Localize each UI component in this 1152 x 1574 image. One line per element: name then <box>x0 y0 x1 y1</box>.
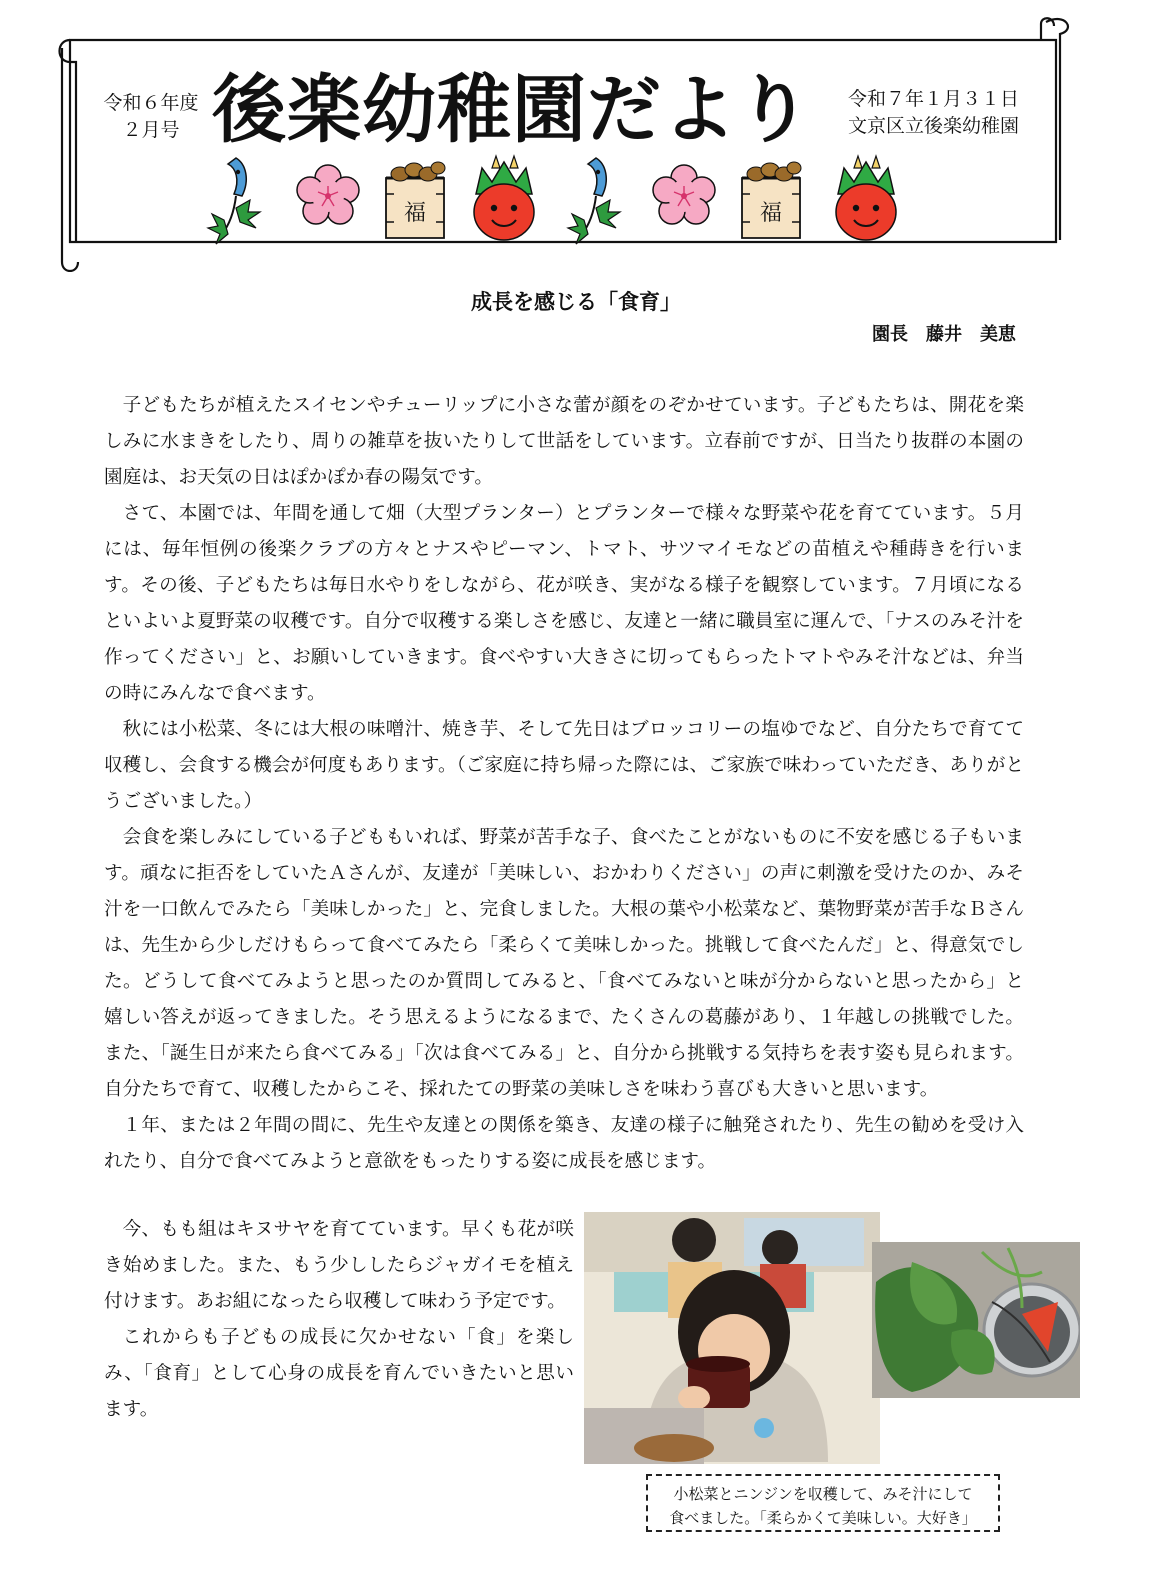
photo-caption <box>646 1474 1000 1532</box>
issue-year: 令和６年度 <box>103 92 199 114</box>
article-paragraph: 子どもたちが植えたスイセンやチューリップに小さな蕾が顔をのぞかせています。子どもたちは、開花を楽しみに水まきをしたり、周りの雑草を抜いたりして世話をしています。立春前ですが、日当たり抜群の本園の園庭は、お天気の日はぽかぽか春の陽気です。 <box>104 395 1024 488</box>
closing-text <box>104 1212 574 1428</box>
article-body <box>104 388 1024 1180</box>
fuku-label: 福 <box>759 201 783 226</box>
caption-line: 小松菜とニンジンを収穫して、みそ汁にして <box>673 1485 973 1503</box>
newsletter-title: 後楽幼稚園だより <box>212 67 812 153</box>
article-paragraph: 今、もも組はキヌサヤを育てています。早くも花が咲き始めました。また、もう少ししたらジャガイモを植え付けます。あお組になったら収穫して味わう予定です。 <box>104 1219 574 1312</box>
article-paragraph: 会食を楽しみにしている子どももいれば、野菜が苦手な子、食べたことがないものに不安を感じる子もいます。頑なに拒否をしていたＡさんが、友達が「美味しい、おかわりください」の声に刺激を受けたのか、みそ汁を一口飲んでみたら「美味しかった」と、完食しました。大根の葉や小松菜など、葉物野菜が苦手なＢさんは、先生から少しだけもらって食べてみたら「柔らくて美味しかった。挑戦して食べたんだ」と、得意気でした。どうして食べてみようと思ったのか質問してみると、「食べてみないと味が分からないと思ったから」と嬉しい答えが返ってきました。そう思えるようになるまで、たくさんの葛藤があり、１年越しの挑戦でした。また、「誕生日が来たら食べてみる」「次は食べてみる」と、自分から挑戦する気持ちを表す姿も見られます。自分たちで育て、収穫したからこそ、採れたての野菜の美味しさを味わう喜びも大きいと思います。 <box>104 827 1024 1100</box>
article-paragraph: 秋には小松菜、冬には大根の味噌汁、焼き芋、そして先日はブロッコリーの塩ゆでなど、自分たちで育てて収穫し、会食する機会が何度もあります。（ご家庭に持ち帰った際には、ご家族で味わっていただき、ありがとうございました。） <box>104 719 1024 812</box>
article-author: 園長 藤井 美恵 <box>872 324 1016 345</box>
article-title: 成長を感じる「食育」 <box>471 290 681 314</box>
caption-line: 食べました。「柔らかくて美味しい。大好き」 <box>669 1509 977 1527</box>
article-paragraph: さて、本園では、年間を通して畑（大型プランター）とプランターで様々な野菜や花を育てています。５月には、毎年恒例の後楽クラブの方々とナスやピーマン、トマト、サツマイモなどの苗植えや種蒔きを行います。その後、子どもたちは毎日水やりをしながら、花が咲き、実がなる様子を観察しています。７月頃になるといよいよ夏野菜の収穫です。自分で収穫する楽しさを感じ、友達と一緒に職員室に運んで、「ナスのみそ汁を作ってください」と、お願いしていきます。食べやすい大きさに切ってもらったトマトやみそ汁などは、弁当の時にみんなで食べます。 <box>104 503 1024 704</box>
publisher-name: 文京区立後楽幼稚園 <box>848 115 1020 137</box>
article-paragraph: １年、または２年間の間に、先生や友達との関係を築き、友達の様子に触発されたり、先生の勧めを受け入れたり、自分で食べてみようと意欲をもったりする姿に成長を感じます。 <box>104 1115 1024 1172</box>
issue-info <box>96 90 206 144</box>
article-paragraph: これからも子どもの成長に欠かせない「食」を楽しみ、「食育」として心身の成長を育んでいきたいと思います。 <box>104 1327 574 1420</box>
setsubun-decorations <box>200 150 920 246</box>
issue-number: ２月号 <box>122 119 180 141</box>
fuku-label: 福 <box>403 201 427 226</box>
photo-child-eating-soup <box>584 1212 880 1464</box>
publication-info <box>848 86 1019 140</box>
photo-harvested-vegetables <box>872 1242 1080 1398</box>
publication-date: 令和７年１月３１日 <box>848 88 1020 110</box>
